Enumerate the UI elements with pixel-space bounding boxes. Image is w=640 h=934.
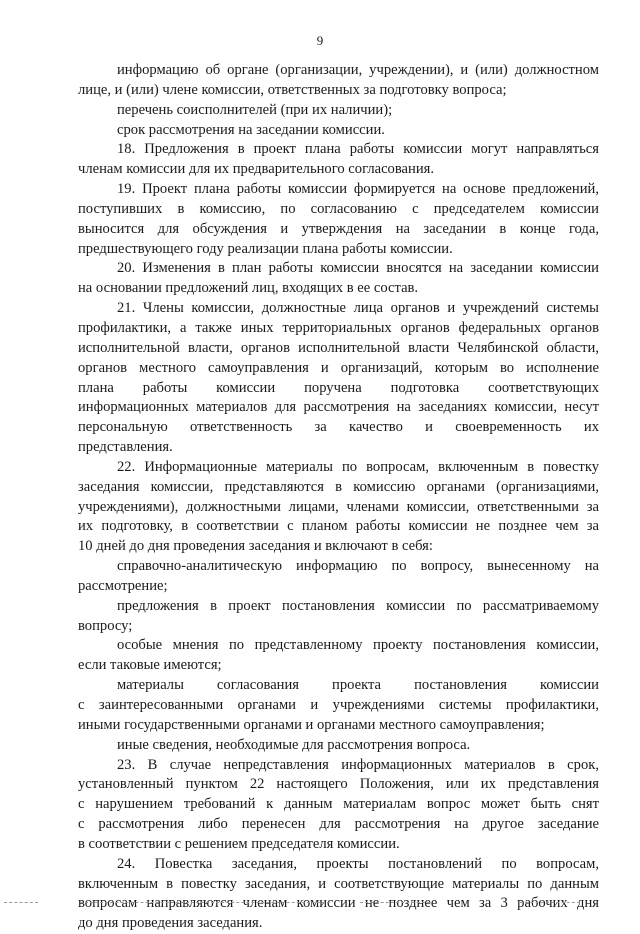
text-line: вопросу; bbox=[78, 617, 133, 634]
text-line: информацию об органе (организации, учреждении), и (или) должностном bbox=[117, 62, 599, 78]
text-line: рассмотрение; bbox=[78, 577, 168, 594]
text-line: 23. В случае непредставления информационных материалов в срок, bbox=[117, 756, 599, 773]
text-line: срок рассмотрения на заседании комиссии. bbox=[117, 121, 385, 138]
text-line: 18. Предложения в проект плана работы комиссии могут направляться bbox=[117, 141, 599, 158]
text-line: их подготовку, в соответствии с планом работы комиссии не позднее чем за bbox=[78, 518, 599, 535]
text-line: 19. Проект плана работы комиссии формируется на основе предложений, bbox=[117, 181, 599, 198]
scan-edge-mark bbox=[4, 902, 38, 903]
text-line: если таковые имеются; bbox=[78, 657, 222, 674]
text-line: включенным в повестку заседания, и соответствующие материалы по данным bbox=[78, 875, 599, 892]
text-line: членам комиссии для их предварительного согласования. bbox=[78, 161, 435, 178]
text-line: 10 дней до дня проведения заседания и включают в себя: bbox=[78, 538, 433, 555]
text-line: 21. Члены комиссии, должностные лица органов и учреждений системы bbox=[117, 300, 599, 317]
text-line: исполнительной власти, органов исполнительной власти Челябинской области, bbox=[78, 339, 599, 356]
text-line: предложения в проект постановления комиссии по рассматриваемому bbox=[117, 597, 599, 614]
text-line: с заинтересованными органами и учреждениями системы профилактики, bbox=[78, 697, 599, 713]
text-line: в соответствии с решением председателя комиссии. bbox=[78, 835, 400, 852]
text-line: справочно-аналитическую информацию по вопросу, вынесенному на bbox=[117, 558, 599, 575]
text-line: с рассмотрения либо перенесен для рассмотрения на другое заседание bbox=[78, 816, 599, 833]
text-line: особые мнения по представленному проекту постановления комиссии, bbox=[117, 637, 599, 654]
scan-edge-mark bbox=[80, 902, 330, 903]
text-line: 22. Информационные материалы по вопросам, включенным в повестку bbox=[117, 458, 599, 475]
text-line: плана работы комиссии поручена подготовка соответствующих bbox=[78, 379, 599, 396]
text-line: с нарушением требований к данным материалам вопрос может быть снят bbox=[78, 796, 599, 813]
text-line: предшествующего году реализации плана работы комиссии. bbox=[78, 240, 453, 257]
text-line: информационных материалов для рассмотрения на заседаниях комиссии, несут bbox=[78, 399, 599, 416]
document-body bbox=[78, 61, 599, 934]
text-line: профилактики, а также иных территориальных органов федеральных органов bbox=[78, 319, 599, 336]
text-line: лице, и (или) члене комиссии, ответственных за подготовку вопроса; bbox=[78, 81, 507, 98]
text-line: выносится для обсуждения и утверждения на заседании в конце года, bbox=[78, 220, 599, 237]
text-line: иными государственными органами и органами местного самоуправления; bbox=[78, 716, 545, 733]
text-line: заседания комиссии, представляются в комиссию органами (организациями, bbox=[78, 478, 599, 495]
text-line: 24. Повестка заседания, проекты постановлений по вопросам, bbox=[117, 855, 599, 872]
text-line: материалы согласования проекта постановления комиссии bbox=[117, 677, 599, 694]
text-line: на основании предложений лиц, входящих в ее состав. bbox=[78, 280, 419, 297]
text-line: представления. bbox=[78, 439, 173, 456]
text-line: органов местного самоуправления и организаций, которым во исполнение bbox=[78, 359, 599, 376]
text-line: вопросам направляются членам комиссии не позднее чем за 3 рабочих дня bbox=[78, 895, 599, 912]
text-line: установленный пунктом 22 настоящего Положения, или их представления bbox=[78, 776, 599, 793]
text-line: иные сведения, необходимые для рассмотрения вопроса. bbox=[117, 736, 471, 753]
scan-edge-mark bbox=[360, 902, 430, 903]
text-line: персональную ответственность за качество и своевременность их bbox=[78, 419, 599, 436]
text-line: перечень соисполнителей (при их наличии); bbox=[117, 101, 393, 118]
text-line: поступивших в комиссию, по согласованию с председателем комиссии bbox=[78, 200, 599, 217]
text-line: 20. Изменения в план работы комиссии вносятся на заседании комиссии bbox=[117, 260, 599, 277]
text-line: учреждениями), должностными лицами, членами комиссии, ответственными за bbox=[78, 498, 599, 515]
page-number: 9 bbox=[316, 33, 324, 48]
text-line: до дня проведения заседания. bbox=[78, 915, 263, 932]
scan-edge-mark bbox=[520, 902, 580, 903]
